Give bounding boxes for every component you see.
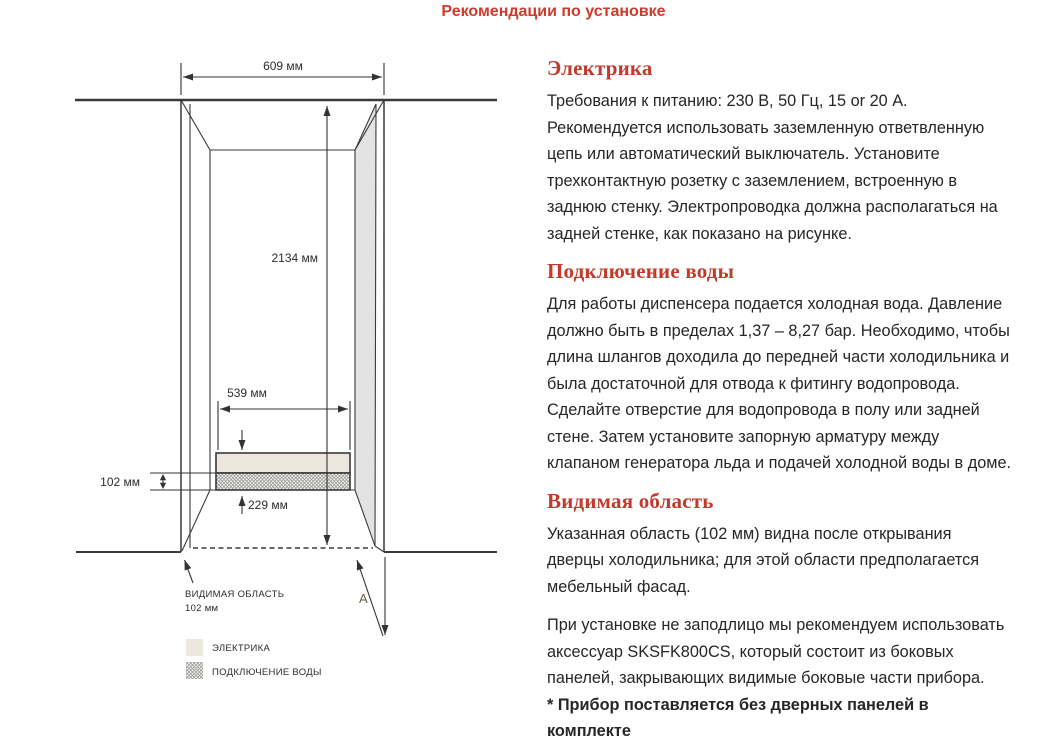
visible-area-label: ВИДИМАЯ ОБЛАСТЬ (185, 589, 285, 600)
electrical-zone (216, 453, 350, 473)
text-column (547, 56, 1013, 745)
dim-side-depth-label: 102 мм (100, 475, 140, 489)
footnote: * Прибор поставляется без дверных панелей в комплекте (547, 695, 929, 740)
accessory-note: При установке не заподлицо мы рекомендуем использовать аксессуар SKSFK800CS, который состоит из боковых панелей, закрывающих видимые боковые части прибора. (547, 616, 1005, 687)
section-water (547, 259, 1013, 477)
side-panel-visible-area (355, 104, 376, 546)
dim-102-arrowhead-up (160, 474, 166, 480)
section-visible-area-heading: Видимая область (547, 488, 714, 513)
section-visible-area-body: Указанная область (102 мм) видна после открывания дверцы холодильника; для этой области предполагается мебельный фасад. (547, 524, 980, 596)
section-marker-a: A (359, 591, 368, 606)
extension-ticks (150, 63, 384, 490)
section-water-body: Для работы диспенсера подается холодная вода. Давление должно быть в пределах 1,37 – 8,27 бар. Необходимо, чтобы длина шлангов доходила до передней части холодильника и была достаточной для отвода к фитингу водопровода. Сделайте отверстие для водопровода в полу или задней стене. Затем установите запорную арматуру между клапаном генератора льда и подачей холодной воды в доме. (547, 295, 1012, 472)
dim-inner-width-label: 539 мм (227, 386, 267, 400)
installation-diagram (0, 0, 530, 743)
dim-top-width-label: 609 мм (263, 59, 303, 73)
legend-water-swatch (186, 662, 203, 679)
section-electrical (547, 56, 1013, 247)
section-visible-area (547, 489, 1013, 601)
visible-area-value: 102 мм (185, 603, 219, 614)
diagram-legend (186, 639, 322, 679)
dim-102-arrowhead-down (160, 483, 166, 489)
legend-water-label: ПОДКЛЮЧЕНИЕ ВОДЫ (212, 667, 322, 678)
dim-bottom-depth-label: 229 мм (248, 498, 288, 512)
section-electrical-heading: Электрика (547, 56, 653, 80)
legend-electric-swatch (186, 639, 203, 656)
section-water-heading: Подключение воды (547, 259, 735, 283)
section-electrical-body: Требования к питанию: 230 В, 50 Гц, 15 or 20 А. Рекомендуется использовать заземленную ответвленную цепь или автоматический выключатель. Установите трехконтактную розетку с заземлением, встроенную в заднюю стенку. Электропроводка должна располагаться на задней стенке, как показано на рисунке. (547, 92, 998, 243)
page-title: Рекомендации по установке (441, 3, 666, 20)
water-zone (216, 473, 350, 490)
dimension-lines (150, 63, 385, 636)
legend-electric-label: ЭЛЕКТРИКА (212, 643, 271, 654)
dim-height-label: 2134 мм (271, 251, 318, 265)
visible-area-pointer-arrow (185, 560, 194, 583)
